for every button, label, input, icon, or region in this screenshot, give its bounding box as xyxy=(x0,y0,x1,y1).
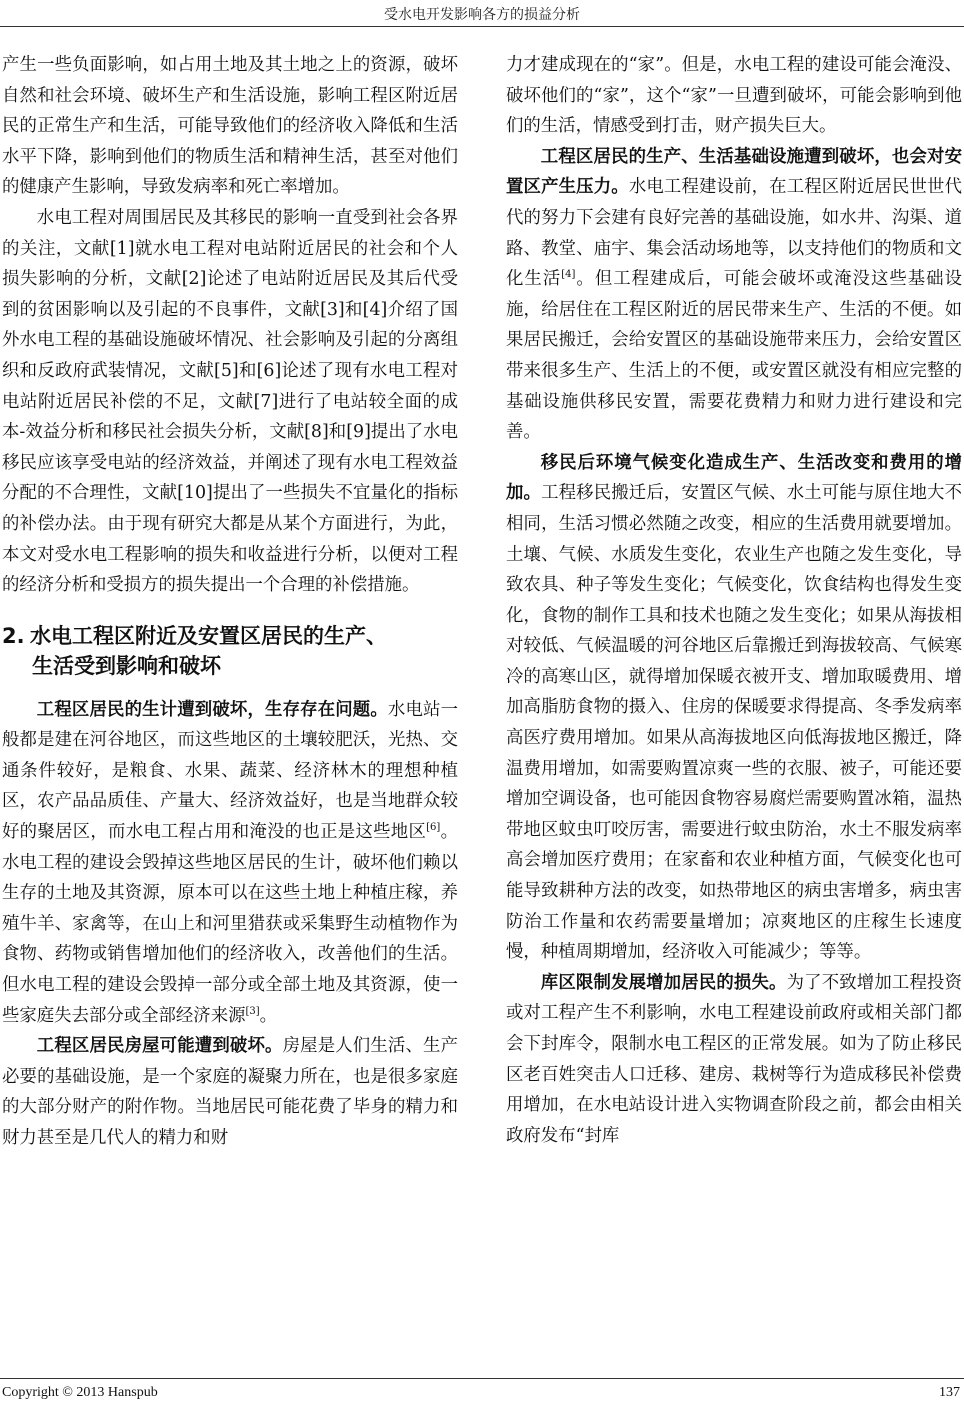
copyright-notice: Copyright © 2013 Hanspub xyxy=(2,1385,158,1400)
footer-rule xyxy=(0,1378,964,1379)
paragraph xyxy=(2,695,458,1032)
paragraph: 产生一些负面影响，如占用土地及其土地之上的资源，破坏自然和社会环境、破坏生产和生活设施，影响工程区附近居民的正常生产和生活，可能导致他们的经济收入降低和生活水平下降，影响到他们的物质生活和精神生活，甚至对他们的健康产生影响，导致发病率和死亡率增加。 xyxy=(2,55,458,198)
paragraph-text: 。 xyxy=(259,1005,278,1026)
right-column xyxy=(506,50,962,1151)
paragraph xyxy=(2,1031,458,1153)
paragraph-lead: 工程区居民的生产、生活基础设施遭到破坏，也会对安置区产生压力。 xyxy=(506,146,962,198)
running-header: 受水电开发影响各方的损益分析 xyxy=(384,7,580,23)
paragraph-text: 工程移民搬迁后，安置区气候、水土可能与原住地大不相同，生活习惯必然随之改变，相应的生活费用就要增加。土壤、气候、水质发生变化，农业生产也随之发生变化，导致农具、种子等发生变化；气候变化，饮食结构也得发生变化，食物的制作工具和技术也随之发生变化；如果从海拔相对较低、气候温暖的河谷地区后靠搬迁到海拔较高、气候寒冷的高寒山区，就得增加保暖衣被开支、增加取暖费用、增加高脂肪食物的摄入、住房的保暖要求得提高、冬季发病率高医疗费用增加。如果从高海拔地区向低海拔地区搬迁，降温费用增加，如需要购置凉爽一些的衣服、被子，可能还要增加空调设备，也可能因食物容易腐烂需要购置冰箱，温热带地区蚊虫叮咬厉害，需要进行蚊虫防治，水土不服发病率高会增加医疗费用；在家畜和农业种植方面，气候变化也可能导致耕种方法的改变，如热带地区的病虫害增多，病虫害防治工作量和农药需要量增加；凉爽地区的庄稼生长速度慢，种植周期增加，经济收入可能减少；等等。 xyxy=(506,483,962,963)
citation: [4] xyxy=(561,269,576,281)
paragraph: 力才建成现在的“家”。但是，水电工程的建设可能会淹没、破坏他们的“家”，这个“家”一旦遭到破坏，可能会影响到他们的生活，情感受到打击，财产损失巨大。 xyxy=(506,55,962,137)
citation: [6] xyxy=(426,822,441,834)
section-number: 2. xyxy=(2,623,25,648)
header-rule xyxy=(0,26,964,27)
paragraph xyxy=(506,968,962,1152)
paragraph: 水电工程对周围居民及其移民的影响一直受到社会各界的关注，文献[1]就水电工程对电站附近居民的社会和个人损失影响的分析，文献[2]论述了电站附近居民及其后代受到的贫困影响以及引起的不良事件，文献[3]和[4]介绍了国外水电工程的基础设施破坏情况、社会影响及引起的分离组织和反政府武装情况，文献[5]和[6]论述了现有水电工程对电站附近居民补偿的不足，文献[7]进行了电站较全面的成本-效益分析和移民社会损失分析，文献[8]和[9]提出了水电移民应该享受电站的经济效益，并阐述了现有水电工程效益分配的不合理性，文献[10]提出了一些损失不宜量化的指标的补偿办法。由于现有研究大都是从某个方面进行，为此，本文对受水电工程影响的损失和收益进行分析，以便对工程的经济分析和受损方的损失提出一个合理的补偿措施。 xyxy=(2,207,458,596)
paragraph-lead: 移民后环境气候变化造成生产、生活改变和费用的增加。 xyxy=(506,452,962,504)
citation: [3] xyxy=(245,1005,260,1017)
paragraph xyxy=(506,448,962,968)
left-column xyxy=(2,50,458,1154)
section-heading xyxy=(2,621,458,681)
paragraph-text: 水电站一般都是建在河谷地区，而这些地区的土壤较肥沃，光热、交通条件较好，是粮食、水果、蔬菜、经济林木的理想种植区，农产品品质佳、产量大、经济效益好，也是当地群众较好的聚居区，而水电工程占用和淹没的也正是这些地区 xyxy=(2,699,458,843)
paragraph-text: 为了不致增加工程投资或对工程产生不利影响，水电工程建设前政府或相关部门都会下封库令，限制水电工程区的正常发展。如为了防止移民区老百姓突击人口迁移、建房、栽树等行为造成移民补偿费用增加，在水电站设计进入实物调查阶段之前，都会由相关政府发布“封库 xyxy=(506,972,962,1146)
paragraph-text: 水电工程建设前，在工程区附近居民世世代代的努力下会建有良好完善的基础设施，如水井、沟渠、道路、教堂、庙宇、集会活动场地等，以支持他们的物质和文化生活 xyxy=(506,177,962,290)
paragraph-text: 房屋是人们生活、生产必要的基础设施，是一个家庭的凝聚力所在，也是很多家庭的大部分财产的附作物。当地居民可能花费了毕身的精力和财力甚至是几代人的精力和财 xyxy=(2,1036,458,1148)
paragraph-text: 。但工程建成后，可能会破坏或淹没这些基础设施，给居住在工程区附近的居民带来生产、生活的不便。如果居民搬迁，会给安置区的基础设施带来压力，会给安置区带来很多生产、生活上的不便，或安置区就没有相应完整的基础设施供移民安置，需要花费精力和财力进行建设和完善。 xyxy=(506,269,962,443)
paragraph-lead: 工程区居民的生计遭到破坏，生存存在问题。 xyxy=(36,699,388,720)
section-title-line: 水电工程区附近及安置区居民的生产、 xyxy=(30,623,387,648)
paragraph-lead: 工程区居民房屋可能遭到破坏。 xyxy=(36,1036,283,1057)
paragraph-text: 。水电工程的建设会毁掉这些地区居民的生计，破坏他们赖以生存的土地及其资源，原本可以在这些土地上种植庄稼，养殖牛羊、家禽等，在山上和河里猎获或采集野生动植物作为食物、药物或销售增加他们的经济收入，改善他们的生活。但水电工程的建设会毁掉一部分或全部土地及其资源，使一些家庭失去部分或全部经济来源 xyxy=(2,822,458,1026)
section-title-line: 生活受到影响和破坏 xyxy=(32,653,221,678)
paragraph-lead: 库区限制发展增加居民的损失。 xyxy=(540,972,787,993)
paragraph xyxy=(506,142,962,448)
page-number: 137 xyxy=(939,1385,960,1400)
